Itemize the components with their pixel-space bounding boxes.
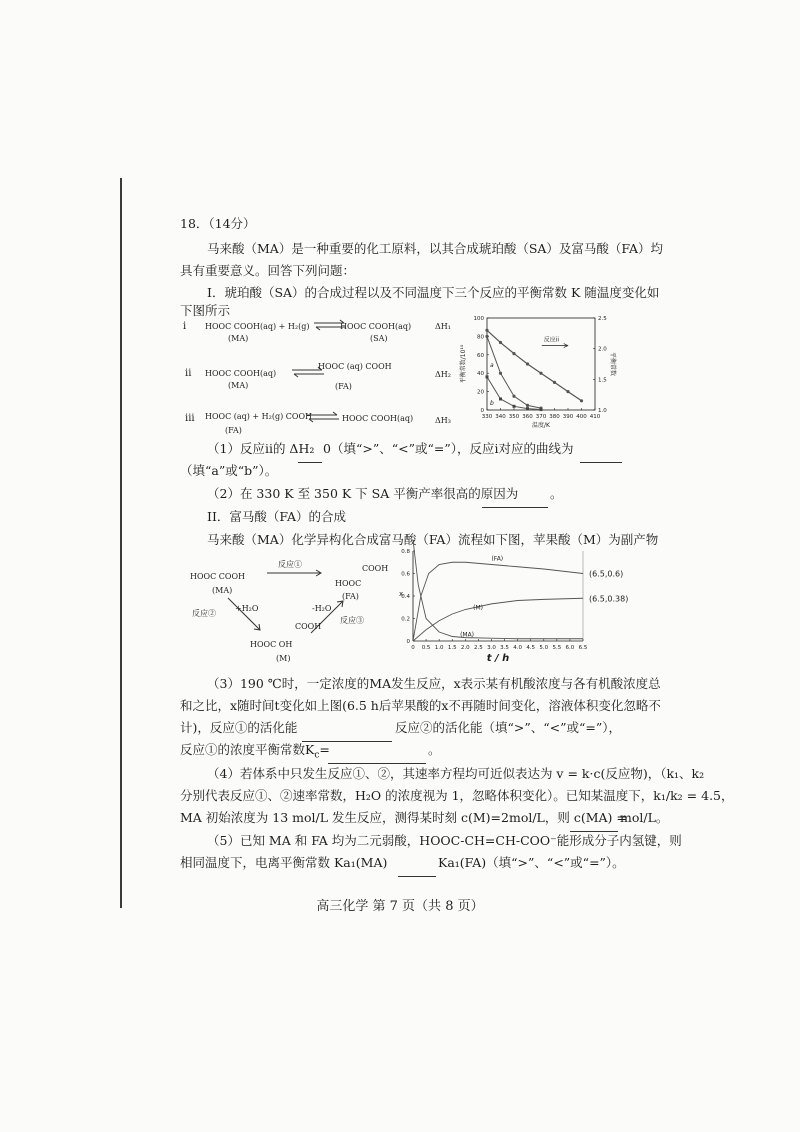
x-tick-label: 4.0 xyxy=(513,645,522,651)
x-tick-label: 1.5 xyxy=(447,645,457,651)
q5-line-1: （5）已知 MA 和 FA 均为二元弱酸，HOOC-CH=CH-COO⁻能形成分子内氢键，则 xyxy=(207,833,682,848)
q1-part-a: （1）反应ii的 ΔH₂ xyxy=(207,441,315,456)
y2-tick-label: 2.0 xyxy=(598,346,607,353)
part1-line-2: 下图所示 xyxy=(180,303,231,318)
reaction-i-right-label: (SA) xyxy=(370,334,388,343)
x-axis-label: 温度/K xyxy=(532,422,550,429)
page-footer: 高三化学 第 7 页（共 8 页） xyxy=(316,899,484,914)
reaction-ii-left-label: (MA) xyxy=(228,381,249,390)
question-header: 18．（14分） xyxy=(180,216,256,231)
series-label-m: (M) xyxy=(473,604,484,612)
series-label-b: b xyxy=(490,399,494,407)
q3-line-2: 和之比，x随时间t变化如上图(6.5 h后苹果酸的x不再随时间变化，溶液体积变化忽略不 xyxy=(180,698,661,713)
data-point xyxy=(539,372,542,375)
annotation-reaction-ii: 反应ii xyxy=(543,336,560,344)
series-label-fa: (FA) xyxy=(491,555,504,563)
reaction-ii-right: HOOC (aq) COOH xyxy=(318,362,392,371)
data-point xyxy=(526,362,529,365)
intro-line-1: 马来酸（MA）是一种重要的化工原料，以其合成琥珀酸（SA）及富马酸（FA）均 xyxy=(207,241,664,256)
series-line-1 xyxy=(413,598,583,641)
q4-line-2: 分别代表反应①、②速率常数，H₂O 的浓度视为 1，忽略体积变化）。已知某温度下，k₁/k₂ = 4.5， xyxy=(180,788,734,803)
q2-end: 。 xyxy=(550,486,563,501)
x-tick-label: 330 xyxy=(481,414,493,420)
scheme-r3: 反应③ xyxy=(340,616,364,625)
x-tick-label: 380 xyxy=(549,414,560,420)
annotation-fa-end: (6.5,0.6) xyxy=(589,569,624,579)
q3-kc-eq: = xyxy=(319,742,330,757)
q4-line-1: （4）若体系中只发生反应①、②，其速率方程均可近似表达为 v = k·c(反应物)，（k₁、k₂ xyxy=(207,766,705,781)
q3-line-4a xyxy=(180,741,330,765)
series-line-1 xyxy=(487,377,541,410)
x-tick-label: 2.0 xyxy=(460,645,470,651)
q3-line-3a: 计)，反应①的活化能 xyxy=(180,720,298,735)
y-tick-label: 80 xyxy=(477,334,484,341)
q3-blank-2[interactable] xyxy=(328,751,426,764)
x-tick-label: 360 xyxy=(522,414,533,420)
x-tick-label: 0.5 xyxy=(421,645,431,651)
intro-line-2: 具有重要意义。回答下列问题： xyxy=(180,263,356,278)
q4-line-3a: MA 初始浓度为 13 mol/L 发生反应，测得某时刻 c(M)=2mol/L，则 c(MA) = xyxy=(180,810,627,825)
data-point xyxy=(499,397,502,400)
data-point xyxy=(486,375,489,378)
margin-line xyxy=(120,178,122,908)
scheme-fa-bottom: HOOC xyxy=(335,579,362,588)
q2-text: （2）在 330 K 至 350 K 下 SA 平衡产率很高的原因为 xyxy=(207,486,519,501)
equilibrium-arrow-icon xyxy=(305,410,341,424)
y-tick-label: 0.6 xyxy=(401,571,410,578)
q3-kc-label: 反应①的浓度平衡常数K xyxy=(180,742,315,757)
reaction-iii-left: HOOC (aq) + H₂(g) COOH xyxy=(205,412,312,421)
reaction-i-right: HOOC COOH(aq) xyxy=(340,322,412,331)
q5-blank[interactable] xyxy=(398,864,436,877)
x-tick-label: 6.5 xyxy=(578,645,588,651)
series-line-0 xyxy=(413,562,583,641)
scheme-ma: HOOC COOH xyxy=(190,572,245,581)
data-point xyxy=(485,335,488,338)
scheme-ma-label: (MA) xyxy=(212,586,233,595)
y-tick-label: 40 xyxy=(477,371,484,378)
y-tick-label: 100 xyxy=(473,316,484,322)
x-tick-label: 3.5 xyxy=(500,645,509,651)
part2-title: II．富马酸（FA）的合成 xyxy=(207,509,346,524)
scheme-m-top: COOH xyxy=(295,622,322,631)
data-point xyxy=(566,390,569,393)
q3-line-3b: 反应②的活化能（填“>”、“<”或“=”）， xyxy=(395,720,622,735)
q1-part-b: 0（填“>”、“<”或“=”），反应i对应的曲线为 xyxy=(323,441,574,456)
arrow-right-icon xyxy=(265,568,325,578)
y-tick-label: 0.2 xyxy=(401,616,410,623)
data-point xyxy=(580,399,583,402)
arrow-down-right-icon xyxy=(225,595,265,635)
x-tick-label: 1.0 xyxy=(434,645,444,651)
reaction-iii-dh: ΔH₃ xyxy=(435,416,451,425)
reaction-ii-dh: ΔH₂ xyxy=(435,370,451,379)
scheme-m-label: (M) xyxy=(276,654,291,663)
data-point xyxy=(512,395,515,398)
q5-line-2a: 相同温度下，电离平衡常数 Ka₁(MA) xyxy=(180,855,388,870)
y-tick-label: 0 xyxy=(406,639,410,645)
data-point xyxy=(540,408,543,411)
x-tick-label: 340 xyxy=(495,414,506,420)
series-label-ma: (MA) xyxy=(460,631,475,639)
y-tick-label: 20 xyxy=(477,389,484,396)
x-tick-label: 4.5 xyxy=(526,645,536,651)
y2-axis-label: 平衡常数 xyxy=(609,351,616,377)
q2-blank[interactable] xyxy=(482,495,548,508)
annotation-m-end: (6.5,0.38) xyxy=(589,594,629,604)
q1-part-c: （填“a”或“b”）。 xyxy=(180,463,278,478)
mole-fraction-chart xyxy=(395,545,725,667)
equilibrium-constant-chart xyxy=(455,312,615,432)
y2-tick-label: 1.5 xyxy=(598,377,607,384)
data-point xyxy=(553,381,556,384)
reaction-i-left: HOOC COOH(aq) + H₂(g) xyxy=(205,322,310,331)
y-tick-label: 0.4 xyxy=(401,594,410,600)
x-tick-label: 410 xyxy=(589,414,601,420)
reaction-i-left-label: (MA) xyxy=(228,334,249,343)
y2-tick-label: 1.0 xyxy=(598,408,607,414)
x-tick-label: 2.5 xyxy=(474,645,483,651)
series-label-a: a xyxy=(490,362,494,370)
y-tick-label: 0 xyxy=(480,408,484,414)
reaction-iii-left-label: (FA) xyxy=(225,426,242,435)
x-tick-label: 400 xyxy=(576,414,587,420)
q3-kc-sub: c xyxy=(314,750,320,761)
scheme-m-bottom: HOOC OH xyxy=(250,640,293,649)
data-point xyxy=(499,372,502,375)
x-tick-label: 390 xyxy=(562,414,574,420)
data-point xyxy=(513,405,516,408)
part1-line-1: I．琥珀酸（SA）的合成过程以及不同温度下三个反应的平衡常数 K 随温度变化如 xyxy=(207,285,660,300)
data-point xyxy=(512,352,515,355)
scheme-plus-water: +H₂O xyxy=(235,604,259,613)
data-point xyxy=(526,404,529,407)
x-tick-label: 350 xyxy=(508,414,520,420)
x-tick-label: 370 xyxy=(535,414,547,420)
reaction-i-roman: i xyxy=(183,321,187,332)
x-tick-label: 5.0 xyxy=(539,645,549,651)
scheme-fa-top: COOH xyxy=(362,564,389,573)
q4-blank[interactable] xyxy=(570,819,618,832)
data-point xyxy=(526,407,529,410)
reaction-iii-roman: iii xyxy=(185,413,195,424)
reaction-i-dh: ΔH₁ xyxy=(435,322,451,331)
q4-line-3b: mol/L。 xyxy=(620,810,669,825)
q3-line-1: （3）190 ℃时，一定浓度的MA发生反应，x表示某有机酸浓度与各有机酸浓度总 xyxy=(207,676,661,691)
scheme-r1: 反应① xyxy=(278,560,302,569)
q3-line-4-end: 。 xyxy=(428,742,441,757)
y2-tick-label: 2.5 xyxy=(598,316,607,322)
q1-blank-2[interactable] xyxy=(580,450,622,463)
x-tick-label: 5.5 xyxy=(552,645,562,651)
reaction-ii-roman: ii xyxy=(185,368,192,379)
y-axis-label: x xyxy=(399,590,404,598)
plot-frame xyxy=(487,318,595,410)
data-point xyxy=(485,329,488,332)
q5-line-2b: Ka₁(FA)（填“>”、“<”或“=”）。 xyxy=(438,855,625,870)
x-tick-label: 3.0 xyxy=(487,645,496,651)
scheme-fa-label: (FA) xyxy=(342,592,359,601)
data-point xyxy=(499,341,502,344)
y-tick-label: 0.8 xyxy=(401,549,410,555)
y-axis-label: 平衡常数/10¹⁰ xyxy=(460,344,467,384)
x-axis-label: t / h xyxy=(486,653,510,664)
scheme-minus-water: -H₂O xyxy=(312,604,332,613)
scheme-r2: 反应② xyxy=(192,609,216,618)
reaction-iii-right: HOOC COOH(aq) xyxy=(342,414,414,423)
reaction-ii-right-label: (FA) xyxy=(335,382,352,391)
y-tick-label: 60 xyxy=(477,352,484,359)
part2-line: 马来酸（MA）化学异构化合成富马酸（FA）流程如下图，苹果酸（M）为副产物 xyxy=(207,532,659,547)
x-tick-label: 6.0 xyxy=(565,645,575,651)
q1-blank-1[interactable] xyxy=(298,450,322,463)
x-tick-label: 0 xyxy=(411,645,415,651)
reaction-ii-left: HOOC COOH(aq) xyxy=(205,369,277,378)
